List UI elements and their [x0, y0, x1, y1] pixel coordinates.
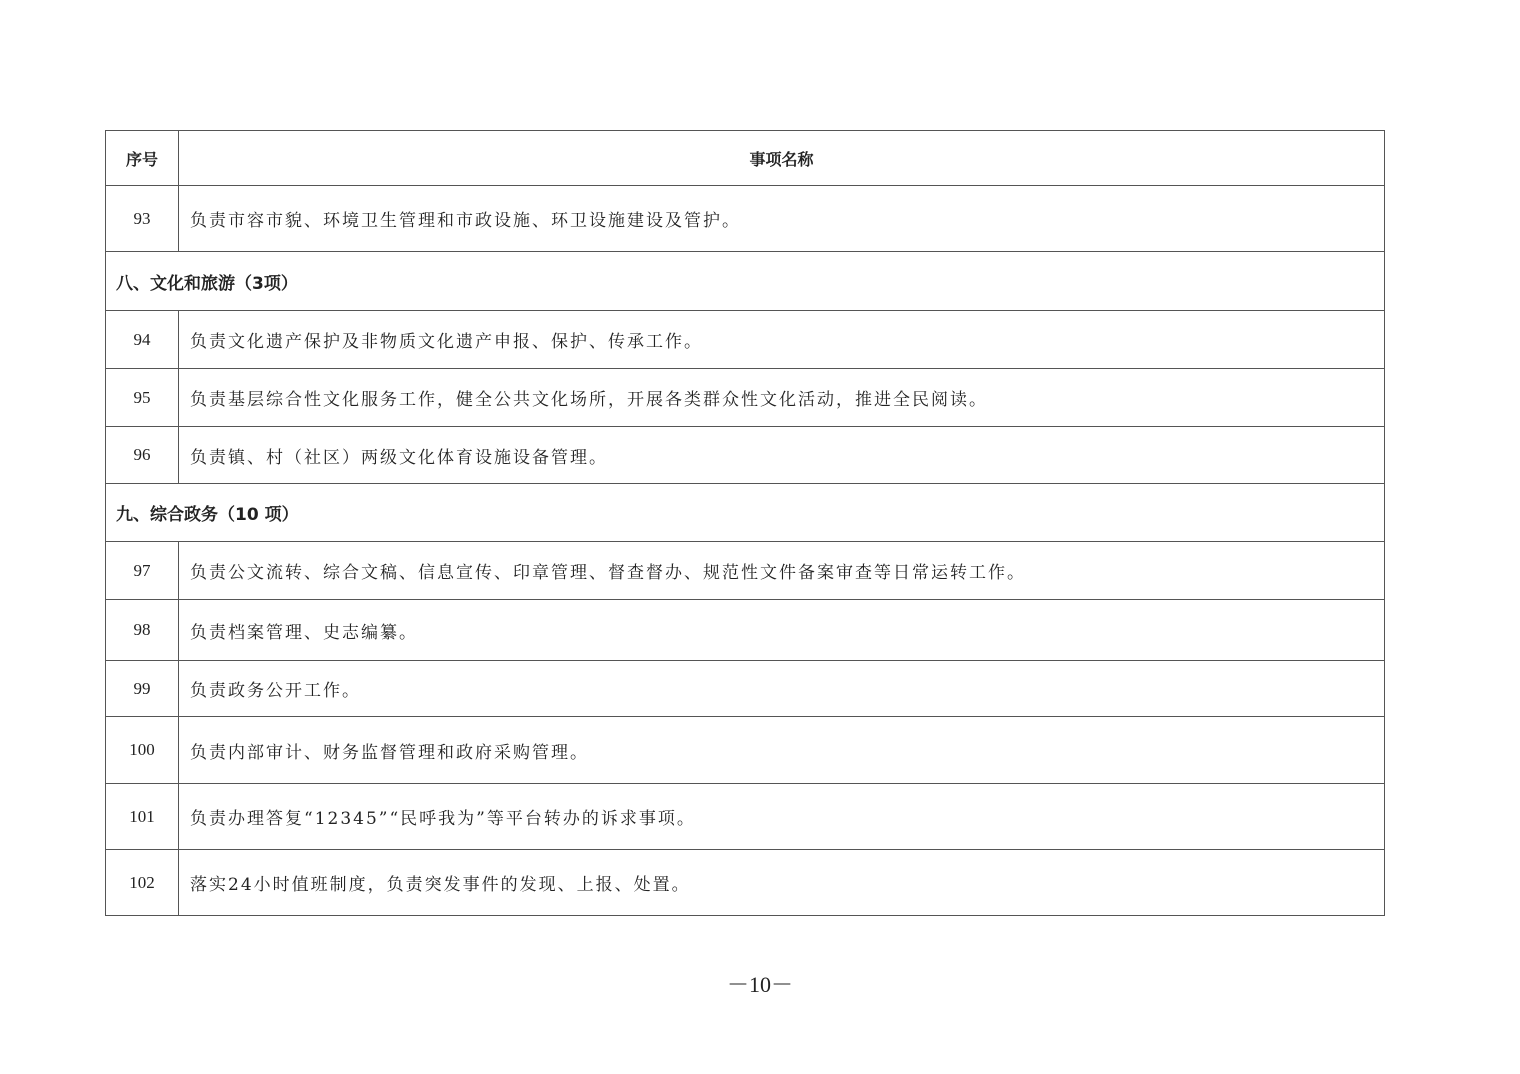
- table-row: [106, 661, 1385, 717]
- section-heading: 九、综合政务（10 项）: [106, 484, 1385, 542]
- row-number: 97: [106, 542, 179, 600]
- row-item: 负责办理答复“12345”“民呼我为”等平台转办的诉求事项。: [179, 784, 1385, 850]
- table-row: [106, 542, 1385, 600]
- table-header-row: [106, 131, 1385, 186]
- duties-table: [105, 130, 1385, 916]
- table-row: [106, 427, 1385, 484]
- row-item: 负责档案管理、史志编纂。: [179, 600, 1385, 661]
- row-number: 100: [106, 717, 179, 784]
- row-number: 93: [106, 186, 179, 252]
- row-number: 96: [106, 427, 179, 484]
- section-row: [106, 252, 1385, 311]
- row-item: 负责文化遗产保护及非物质文化遗产申报、保护、传承工作。: [179, 311, 1385, 369]
- row-item: 负责公文流转、综合文稿、信息宣传、印章管理、督查督办、规范性文件备案审查等日常运转工作。: [179, 542, 1385, 600]
- table-row: [106, 186, 1385, 252]
- table-row: [106, 850, 1385, 916]
- row-number: 102: [106, 850, 179, 916]
- table-row: [106, 784, 1385, 850]
- row-number: 99: [106, 661, 179, 717]
- row-item: 负责市容市貌、环境卫生管理和市政设施、环卫设施建设及管护。: [179, 186, 1385, 252]
- table-row: [106, 600, 1385, 661]
- section-row: [106, 484, 1385, 542]
- table-row: [106, 311, 1385, 369]
- table-row: [106, 717, 1385, 784]
- row-number: 98: [106, 600, 179, 661]
- row-item: 负责镇、村（社区）两级文化体育设施设备管理。: [179, 427, 1385, 484]
- row-number: 94: [106, 311, 179, 369]
- row-number: 101: [106, 784, 179, 850]
- row-item: 负责政务公开工作。: [179, 661, 1385, 717]
- row-item: 负责基层综合性文化服务工作，健全公共文化场所，开展各类群众性文化活动，推进全民阅读。: [179, 369, 1385, 427]
- row-item: 落实24小时值班制度，负责突发事件的发现、上报、处置。: [179, 850, 1385, 916]
- header-item-name: 事项名称: [179, 131, 1385, 186]
- section-heading: 八、文化和旅游（3项）: [106, 252, 1385, 311]
- row-number: 95: [106, 369, 179, 427]
- row-item: 负责内部审计、财务监督管理和政府采购管理。: [179, 717, 1385, 784]
- table-row: [106, 369, 1385, 427]
- page-number: －10－: [726, 972, 793, 997]
- header-number: 序号: [106, 131, 179, 186]
